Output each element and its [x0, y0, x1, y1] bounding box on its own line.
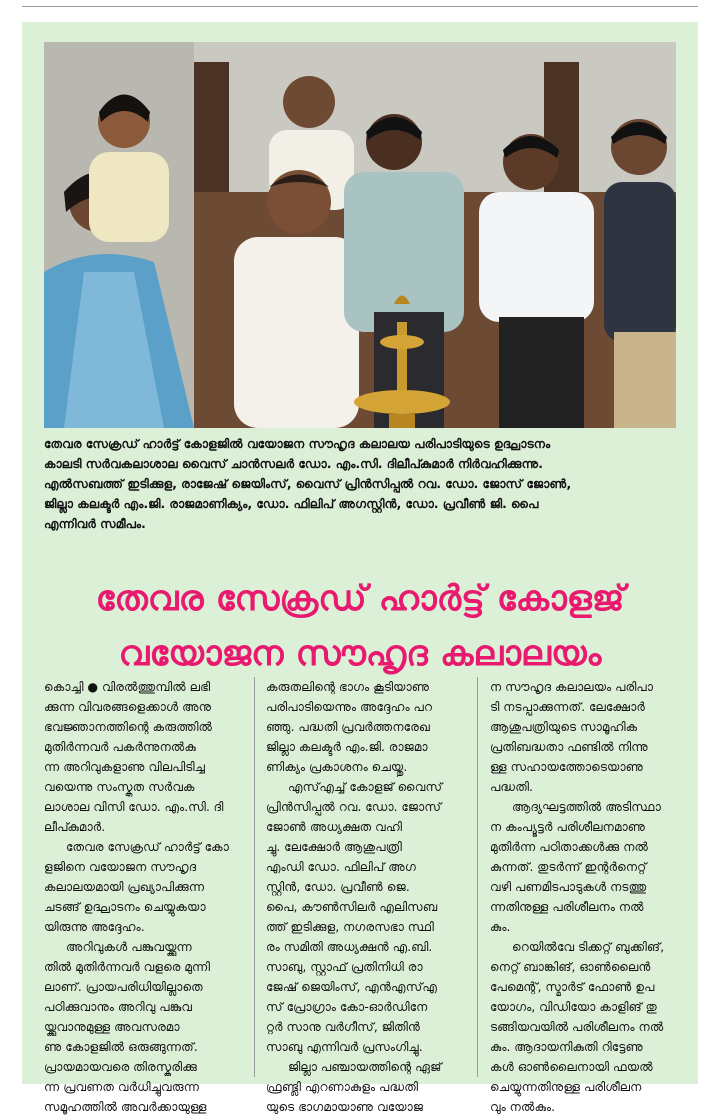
caption-line: ജില്ലാ കലക്ടർ എം.ജി. രാജമാണിക്യം, ഡോ. ഫിലിപ് അഗസ്റ്റിൻ, ഡോ. പ്രവീൺ ജി. പൈ [44, 497, 539, 511]
article-line: ലീപ്കുമാർ. [44, 820, 106, 834]
article-line: പേമെന്റ്, സ്മാർട് ഫോൺ ഉപ [490, 980, 655, 994]
article-line: യിരുന്നു അദ്ദേഹം. [44, 920, 145, 934]
photo-illustration [44, 42, 676, 428]
article-line: ജേഷ് ജെയിംസ്, എൻഎസ്എ [266, 980, 438, 994]
article-line: കൊച്ചി ● വിരൽത്തുമ്പിൽ ലഭി [44, 680, 211, 694]
article-column-2 [266, 677, 464, 1117]
article-line: അറിവുകൾ പങ്കുവയ്ക്കുന്ന [66, 940, 192, 954]
article-line: ക്കുന്ന വിവരങ്ങളെക്കാൾ അനു [44, 700, 212, 714]
headline [22, 572, 698, 682]
article-line: ഭവജ്ഞാനത്തിന്റെ കരുത്തിൽ [44, 720, 213, 734]
article-line: എംഡി ഡോ. ഫിലിപ് അഗ [266, 860, 416, 874]
article-line: ടങ്ങിയവയിൽ പരിശീലനം നൽ [490, 1020, 664, 1034]
article-column-1 [44, 677, 242, 1117]
article-line: സ്റ്റിൻ, ഡോ. പ്രവീൺ ജെ. [266, 880, 410, 894]
article-line: ളജിനെ വയോജന സൗഹൃദ [44, 860, 197, 874]
article-line: രം സമിതി അധ്യക്ഷൻ എ.ബി. [266, 940, 433, 954]
column-divider [477, 677, 478, 1077]
inauguration-photo [44, 42, 676, 428]
article-line: ജില്ലാ പഞ്ചായത്തിന്റെ ഏജ് [288, 1060, 442, 1074]
article-line: വും നൽകും. [490, 1100, 555, 1114]
headline-line-2: വയോജന സൗഹൃദ കലാലയം [118, 634, 602, 674]
article-line: ഫ്രണ്ട്ലി എറണാകുളം പദ്ധതി [266, 1080, 419, 1094]
article-line: ലാണ്. പ്രായപരിധിയില്ലാതെ [44, 980, 203, 994]
article-line: മുതിർന്നവർ പകർന്നുനൽകു [44, 740, 196, 754]
article-line: വഴി പണമിടപാടുകൾ നടത്തു [490, 880, 647, 894]
caption-line: എൽസബത്ത് ഇടിക്കുള, രാജേഷ് ജെയിംസ്, വൈസ് പ്രിൻസിപ്പൽ റവ. ഡോ. ജോസ് ജോൺ, [44, 477, 572, 491]
article-line: ആദ്യഘട്ടത്തിൽ അടിസ്ഥാ [512, 800, 661, 814]
article-line: കുന്നത്. തുടർന്ന് ഇന്റർനെറ്റ് [490, 860, 647, 874]
article-line: പ്രതിബദ്ധതാ ഫണ്ടിൽ നിന്നു [490, 740, 648, 754]
article-line: യോഗം, വിഡിയോ കാളിങ് തു [490, 1000, 657, 1014]
article-line: കൾ ഓൺലൈനായി ഫയൽ [490, 1060, 653, 1074]
article-line: ള്ള സഹായത്തോടെയാണു [490, 760, 644, 774]
article-line: ത്ത് ഇടിക്കുള, നഗരസഭാ സ്ഥി [266, 920, 434, 934]
article-line: ന സൗഹൃദ കലാലയം പരിപാ [490, 680, 654, 694]
article-line: ന കംപ്യൂട്ടർ പരിശീലനമാണു [490, 820, 646, 834]
top-rule [22, 6, 698, 7]
article-line: വയെന്നു സംസ്കൃത സർവക [44, 780, 195, 794]
article-column-3 [490, 677, 688, 1117]
headline-line-1: തേവര സേക്രഡ് ഹാർട്ട് കോളജ് [95, 579, 625, 619]
article-line: ജില്ലാ കലക്ടർ എം.ജി. രാജമാ [266, 740, 428, 754]
article-line: കും. ആദായനികുതി റിട്ടേണു [490, 1040, 643, 1054]
column-divider [254, 677, 255, 1077]
caption-line: കാലടി സർവകലാശാല വൈസ് ചാൻസലർ ഡോ. എം.സി. ദിലീപ്കുമാർ നിർവഹിക്കുന്നു. [44, 457, 543, 471]
caption-line: എന്നിവർ സമീപം. [44, 517, 146, 531]
article-line: പദ്ധതി. [490, 780, 533, 794]
article-line: ആശുപത്രിയുടെ സാമൂഹിക [490, 720, 638, 734]
article-line: റെയിൽവേ ടിക്കറ്റ് ബുക്കിങ്, [512, 940, 665, 954]
article-line: തേവര സേക്രഡ് ഹാർട്ട് കോ [66, 840, 229, 854]
article-line: കും. [490, 920, 511, 934]
article-line: സ് പ്രോഗ്രാം കോ-ഓർഡിനേ [266, 1000, 428, 1014]
article-line: ന്നതിനുള്ള പരിശീലനം നൽ [490, 900, 644, 914]
article-line: സാബു, സ്റ്റാഫ് പ്രതിനിധി രാ [266, 960, 423, 974]
article-line: സമൂഹത്തിൽ അവർക്കായുള്ള [44, 1100, 207, 1114]
news-clipping [22, 22, 698, 1114]
article-line: പ്രായമായവരെ തിരസ്കരിക്കു [44, 1060, 198, 1074]
article-line: ചടങ്ങ് ഉദ്ഘാടനം ചെയ്യുകയാ [44, 900, 206, 914]
article-line: ചെയ്യുന്നതിനുള്ള പരിശീലന [490, 1080, 642, 1094]
article-line: യ്ക്കുവാനുമുള്ള അവസരമാ [44, 1020, 180, 1034]
photo-caption [44, 434, 678, 534]
caption-line: തേവര സേക്രഡ് ഹാർട്ട് കോളജിൽ വയോജന സൗഹൃദ കലാലയ പരിപാടിയുടെ ഉദ്ഘാടനം [44, 437, 551, 451]
article-line: എസ്എച്ച് കോളജ് വൈസ് [288, 780, 443, 794]
article-line: സാബു എന്നിവർ പ്രസംഗിച്ചു. [266, 1040, 423, 1054]
article-body [44, 677, 678, 1114]
article-line: ലാശാല വിസി ഡോ. എം.സി. ദി [44, 800, 224, 814]
article-line: പഠിക്കുവാനും അറിവു പങ്കുവ [44, 1000, 193, 1014]
article-line: ണിക്യം പ്രകാശനം ചെയ്തു. [266, 760, 408, 774]
article-line: ന്ന അറിവുകളാണു വിലപിടിച്ച [44, 760, 206, 774]
article-line: ണു കോളജിൽ ഒരുങ്ങുന്നത്. [44, 1040, 198, 1054]
article-line: ച്ചു. ലേക്ഷോർ ആശുപത്രി [266, 840, 402, 854]
article-line: കലാലയമായി പ്രഖ്യാപിക്കുന്ന [44, 880, 205, 894]
article-line: മുതിർന്ന പഠിതാക്കൾക്കു നൽ [490, 840, 649, 854]
article-line: പൈ, കൗൺസിലർ എലിസബ [266, 900, 438, 914]
article-line: തിൽ മുതിർന്നവർ വളരെ മുന്നി [44, 960, 211, 974]
article-line: റ്റർ സാനു വർഗീസ്, ജിതിൻ [266, 1020, 420, 1034]
article-line: ടി നടപ്പാക്കുന്നത്. ലേക്ഷോർ [490, 700, 645, 714]
article-line: കരുതലിന്റെ ഭാഗം കൂടിയാണു [266, 680, 430, 694]
article-line: യുടെ ഭാഗമായാണു വയോജ [266, 1100, 424, 1114]
article-line: ജോൺ അധ്യക്ഷത വഹി [266, 820, 402, 834]
article-line: നെറ്റ് ബാങ്കിങ്, ഓൺലൈൻ [490, 960, 651, 974]
article-line: പരിപാടിയെന്നും അദ്ദേഹം പറ [266, 700, 433, 714]
article-line: ന്ന പ്രവണത വർധിച്ചുവരുന്ന [44, 1080, 200, 1094]
article-line: പ്രിൻസിപ്പൽ റവ. ഡോ. ജോസ് [266, 800, 442, 814]
article-line: ഞ്ഞു. പദ്ധതി പ്രവർത്തനരേഖ [266, 720, 431, 734]
